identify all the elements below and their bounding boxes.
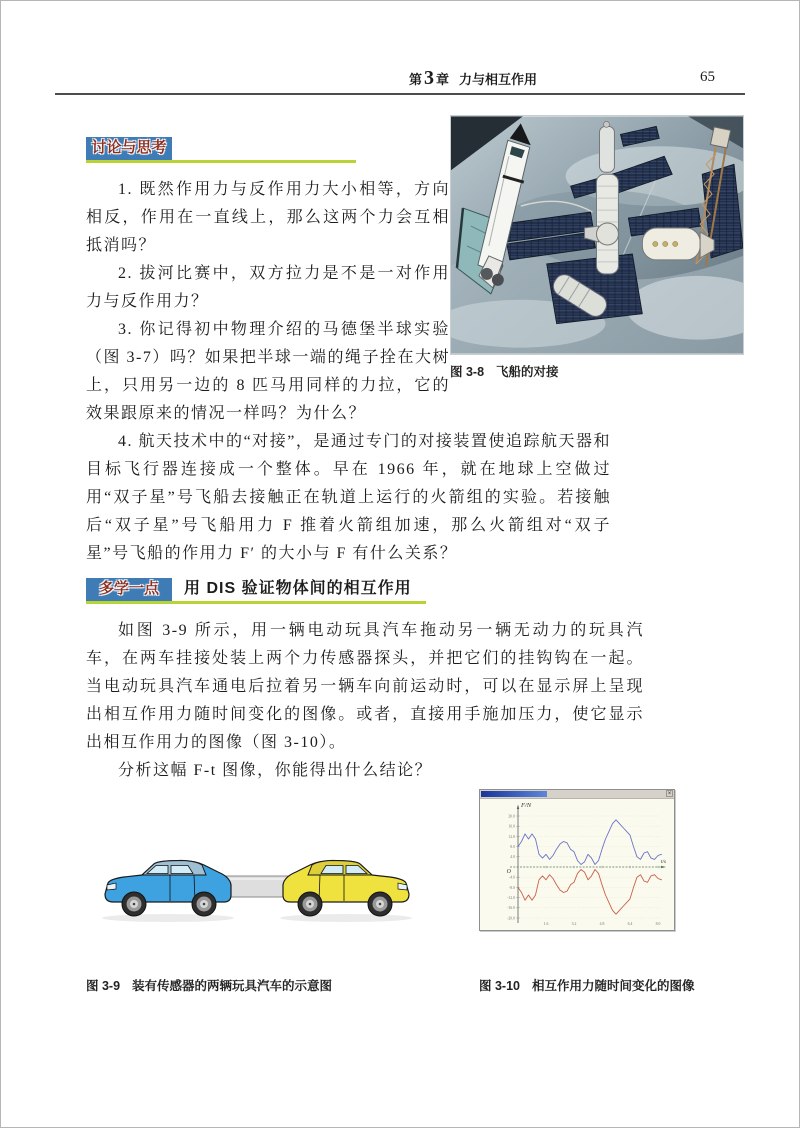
dis-paragraph-1: 如图 3-9 所示，用一辆电动玩具汽车拖动另一辆无动力的玩具汽车，在两车挂接处装上两个力传感器探头，并把它们的挂钩钩在一起。当电动玩具汽车通电后拉着另一辆车向前运动时，可以在显示屏上呈现出相互作用力随时间变化的图像。或者，直接用手施加压力，使它显示出相互作用力的图像（图 3-10）。 (86, 622, 644, 751)
svg-text:8.0: 8.0 (655, 922, 661, 926)
svg-text:8.0: 8.0 (510, 845, 515, 849)
discussion-and-photo-row (86, 115, 744, 428)
more-section-label: 多学一点 (86, 578, 172, 601)
question-2: 2. 拔河比赛中，双方拉力是不是一对作用力与反作用力？ (86, 265, 450, 310)
window-title-bar (480, 790, 674, 799)
origin-label: O (506, 869, 511, 875)
toy-cars-figure (92, 829, 422, 925)
dis-paragraphs (86, 617, 644, 785)
svg-text:-20.0: -20.0 (507, 916, 515, 921)
dis-software-window (479, 789, 675, 931)
figure-3-9-text: 装有传感器的两辆玩具汽车的示意图 (132, 979, 333, 993)
force-time-chart (480, 799, 672, 929)
figure-3-9-caption (86, 976, 332, 994)
svg-text:16.0: 16.0 (508, 824, 515, 829)
discussion-questions (86, 176, 450, 428)
svg-text:4.0: 4.0 (510, 855, 515, 860)
figure-3-8-text: 飞船的对接 (496, 365, 559, 379)
more-section-header (86, 576, 426, 604)
svg-text:4.8: 4.8 (599, 922, 605, 926)
x-axis-label: t/s (660, 859, 666, 865)
figure-3-10-caption (479, 976, 695, 994)
page-content (1, 115, 799, 991)
chapter-title: 力与相互作用 (459, 72, 538, 87)
svg-text:-16.0: -16.0 (507, 906, 515, 911)
svg-text:1.6: 1.6 (543, 922, 549, 926)
y-axis-label: F/N (520, 802, 532, 809)
svg-text:-4.0: -4.0 (508, 875, 515, 880)
page-number: 65 (700, 69, 715, 85)
yellow-toy-car (280, 861, 412, 923)
question-4: 4. 航天技术中的“对接”，是通过专门的对接装置使追踪航天器和目标飞行器连接成一个整体。早在 1966 年，就在地球上空做过用“双子星”号飞船去接触正在轨道上运行的火箭组的实验。若接触后“双子星”号飞船用力 F 推着火箭组加速，那么火箭组对“双子星”号飞船的作用力 F′ 的大小与 F 有什么关系？ (86, 433, 611, 562)
svg-text:-12.0: -12.0 (507, 896, 515, 900)
figure-3-8-id: 图 3-8 (450, 365, 485, 379)
svg-text:3.2: 3.2 (571, 922, 577, 926)
page-header (1, 1, 799, 93)
discussion-label-underline (86, 137, 356, 163)
svg-text:6.4: 6.4 (627, 922, 633, 926)
window-close-icon: × (667, 791, 672, 797)
more-section-title: 用 DIS 验证物体间的相互作用 (184, 580, 412, 597)
figure-3-10-text: 相互作用力随时间变化的图像 (532, 979, 695, 993)
figure-3-9-id: 图 3-9 (86, 979, 121, 993)
spacecraft-docking-photo (450, 115, 744, 355)
chapter-heading (409, 67, 537, 90)
chapter-number: 3 (424, 67, 435, 89)
window-title-segment (481, 791, 547, 797)
question-3: 3. 你记得初中物理介绍的马德堡半球实验（图 3-7）吗？如果把半球一端的绳子拴在大树上，只用另一边的 8 匹马用同样的力拉，它的效果跟原来的情况一样吗？为什么？ (86, 321, 450, 422)
header-rule (55, 93, 745, 95)
captions-row (86, 969, 744, 991)
discussion-column (86, 115, 450, 428)
figure-3-8 (450, 115, 744, 428)
svg-text:20.0: 20.0 (508, 814, 515, 819)
chapter-prefix: 第 (409, 72, 423, 87)
svg-text:12.0: 12.0 (508, 834, 515, 839)
dis-paragraph-2: 分析这幅 F-t 图像，你能得出什么结论？ (118, 762, 433, 779)
discussion-label: 讨论与思考 (86, 137, 172, 160)
blue-toy-car (102, 861, 234, 923)
figures-row (86, 789, 744, 957)
question-1: 1. 既然作用力与反作用力大小相等，方向相反，作用在一直线上，那么这两个力会互相抵消吗？ (86, 181, 450, 254)
figure-3-10-id: 图 3-10 (479, 979, 520, 993)
svg-text:-8.0: -8.0 (508, 885, 515, 890)
chapter-suffix: 章 (436, 72, 450, 87)
figure-3-8-caption (450, 362, 744, 380)
